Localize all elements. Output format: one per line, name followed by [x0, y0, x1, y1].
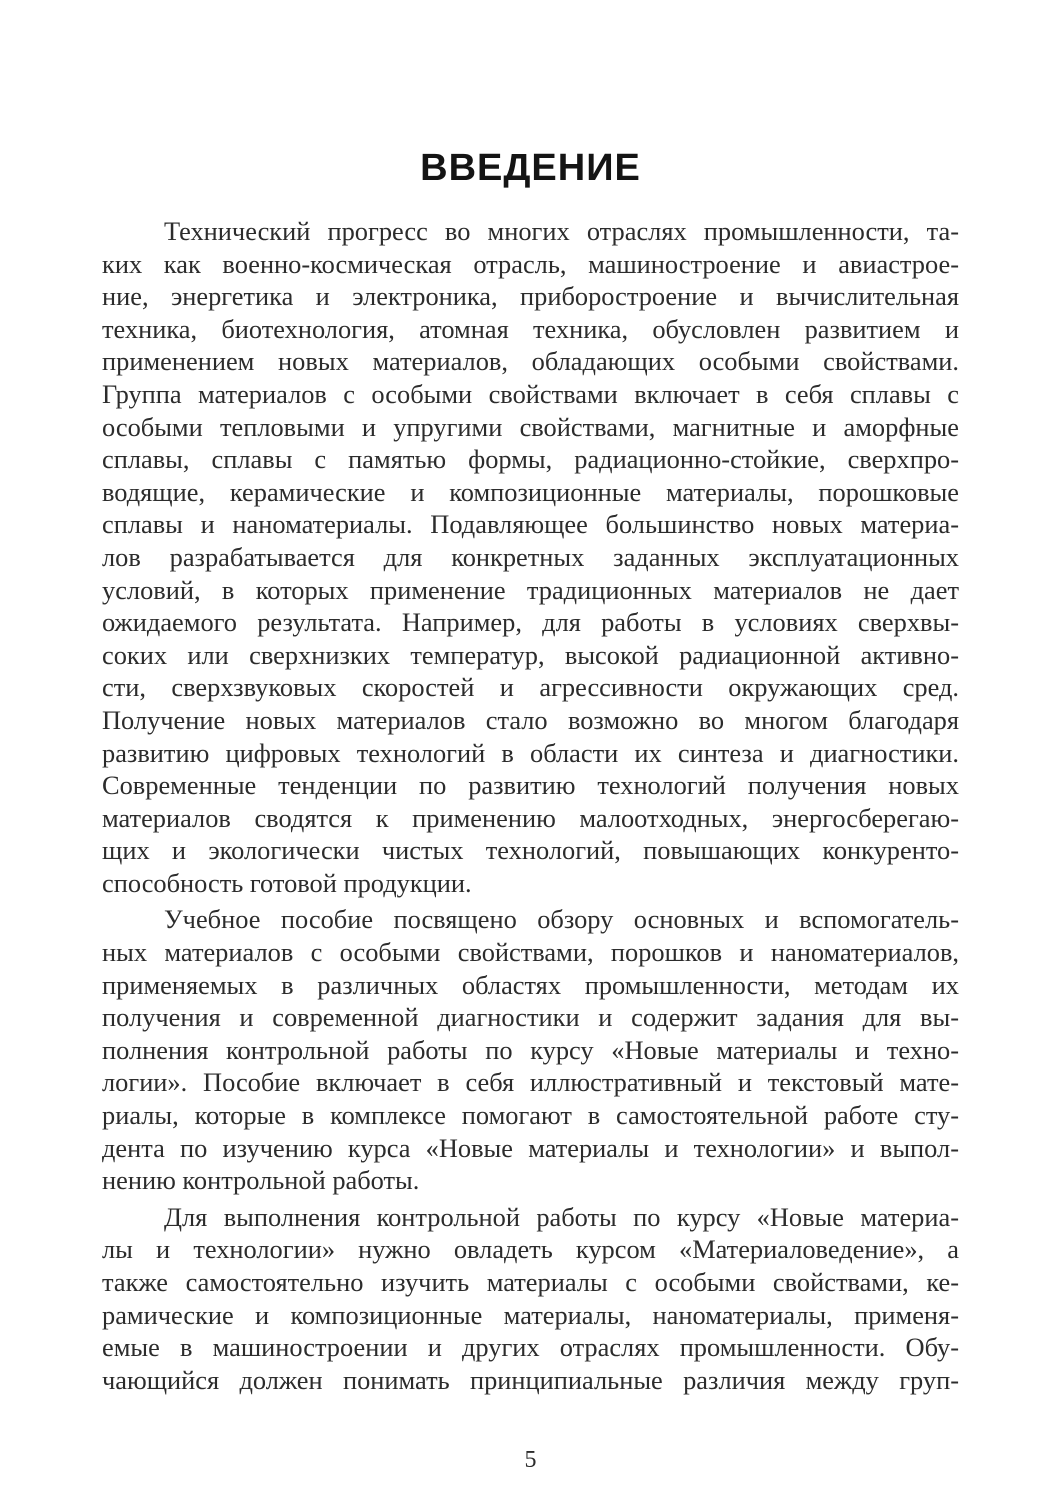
text-line: полнения контрольной работы по курсу «Новые материалы и техно-: [102, 1034, 959, 1065]
text-line: Современные тенденции по развитию технологий получения новых: [102, 770, 959, 801]
paragraph-textbook-purpose: [102, 903, 959, 1196]
text-line: развитию цифровых технологий в области их синтеза и диагностики.: [102, 737, 959, 768]
text-line: Группа материалов с особыми свойствами включает в себя сплавы с: [102, 378, 959, 409]
text-line: дента по изучению курса «Новые материалы и технологии» и выпол-: [102, 1132, 959, 1163]
text-line: ожидаемого результата. Например, для работы в условиях сверхвы-: [102, 607, 959, 638]
text-line: сплавы, сплавы с памятью формы, радиационно-стойкие, сверхпро-: [102, 444, 959, 475]
text-line: водящие, керамические и композиционные материалы, порошковые: [102, 476, 959, 507]
text-line: получения и современной диагностики и содержит задания для вы-: [102, 1002, 959, 1033]
text-line: сти, сверхзвуковых скоростей и агрессивности окружающих сред.: [102, 672, 959, 703]
text-line: Технический прогресс во многих отраслях промышленности, та-: [164, 216, 959, 246]
text-line: логии». Пособие включает в себя иллюстративный и текстовый мате-: [102, 1067, 959, 1098]
text-line: риалы, которые в комплексе помогают в самостоятельной работе сту-: [102, 1100, 959, 1131]
text-line: материалов сводятся к применению малоотходных, энергосберегаю-: [102, 802, 959, 833]
text-line: техника, биотехнология, атомная техника, обусловлен развитием и: [102, 313, 959, 344]
text-line: способность готовой продукции.: [102, 867, 472, 898]
text-line: условий, в которых применение традиционных материалов не дает: [102, 574, 959, 605]
text-line: нению контрольной работы.: [102, 1165, 420, 1196]
text-line: лы и технологии» нужно овладеть курсом «Материаловедение», а: [102, 1234, 959, 1265]
text-line: Для выполнения контрольной работы по курсу «Новые материа-: [164, 1201, 959, 1232]
text-line: ных материалов с особыми свойствами, порошков и наноматериалов,: [102, 937, 959, 968]
text-line: рамические и композиционные материалы, наноматериалы, применя-: [102, 1299, 959, 1330]
text-line: Учебное пособие посвящено обзору основных и вспомогатель-: [164, 904, 959, 935]
paragraph-intro: [102, 215, 959, 899]
text-line: соких или сверхнизких температур, высокой радиационной активно-: [102, 639, 959, 670]
text-line: Получение новых материалов стало возможно во многом благодаря: [102, 704, 959, 735]
text-line: особыми тепловыми и упругими свойствами, магнитные и аморфные: [102, 411, 959, 442]
text-line: применяемых в различных областях промышленности, методам их: [102, 969, 959, 1000]
text-line: емые в машиностроении и других отраслях промышленности. Обу-: [102, 1332, 959, 1363]
text-line: также самостоятельно изучить материалы с особыми свойствами, ке-: [102, 1267, 959, 1297]
text-line: лов разрабатывается для конкретных заданных эксплуатационных: [102, 541, 959, 572]
text-line: применением новых материалов, обладающих особыми свойствами.: [102, 346, 959, 377]
body-text: [102, 215, 959, 1396]
text-line: ние, энергетика и электроника, приборостроение и вычислительная: [102, 281, 959, 312]
text-line: щих и экологически чистых технологий, повышающих конкуренто-: [102, 835, 959, 866]
text-line: сплавы и наноматериалы. Подавляющее большинство новых материа-: [102, 509, 959, 540]
text-line: ких как военно-космическая отрасль, машиностроение и авиастрое-: [102, 248, 959, 279]
page-number: 5: [524, 1447, 537, 1473]
page-title: ВВЕДЕНИЕ: [420, 147, 641, 189]
paragraph-course-requirements: [102, 1201, 959, 1397]
text-line: чающийся должен понимать принципиальные различия между груп-: [102, 1364, 959, 1395]
